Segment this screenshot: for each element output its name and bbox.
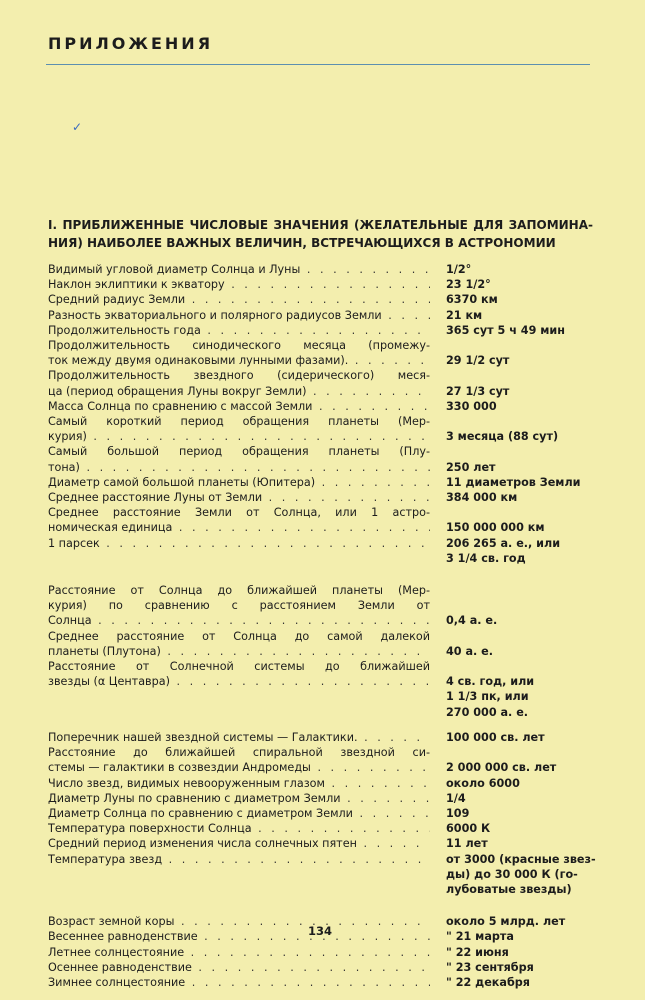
row-label-line: Диаметр самой большой планеты (Юпитера) . . . [48,475,430,490]
row-label [48,490,430,505]
table-row [48,399,598,414]
row-value [446,659,596,720]
table-row [48,776,598,791]
row-value-line: 150 000 000 км [446,521,545,535]
row-value-line: 206 265 а. е., или [446,536,561,550]
table-row [48,583,598,629]
row-value [446,490,596,505]
row-label-line: Зимнее солнцестояние . . . [48,975,430,990]
row-value [446,836,596,851]
row-label-line: Средний радиус Земли . . . [48,292,430,307]
table-row [48,414,598,444]
row-value-line: 250 лет [446,460,496,474]
row-label [48,308,430,323]
table-row [48,490,598,505]
row-label [48,475,430,490]
table-row [48,323,598,338]
row-value [446,536,596,566]
row-label-line: Самый большой период обращения планеты (Плу- [48,445,430,459]
row-value [446,505,596,535]
row-value-line [446,598,596,613]
row-label-line: курия) . . . [48,429,430,444]
row-gap [48,566,598,583]
row-value [446,745,596,775]
table-row [48,444,598,474]
row-value-line [446,505,596,520]
row-value-line: 23 1/2° [446,278,491,292]
row-label [48,914,430,929]
row-label-line: Расстояние до ближайшей спиральной звездной си- [48,746,430,760]
row-value [446,852,596,898]
row-label [48,945,430,960]
row-value-line: 4 св. год, или [446,675,535,689]
row-value-line: 6370 км [446,293,498,307]
row-value [446,806,596,821]
table-row [48,536,598,566]
table-row [48,292,598,307]
table-row [48,975,598,990]
row-label-line: Число звезд, видимых невооруженным глазом . . . [48,776,430,791]
row-value-line: 40 а. е. [446,644,493,658]
row-value-line: 365 сут 5 ч 49 мин [446,323,565,337]
values-table [48,262,598,990]
row-label-line: Продолжительность синодического месяца (промежу- [48,339,430,353]
row-label [48,730,430,745]
row-value [446,368,596,398]
row-label [48,659,430,689]
row-label [48,583,430,629]
row-value [446,308,596,323]
pen-mark: ✓ [72,120,83,134]
table-row [48,262,598,277]
row-value-line: " 23 сентября [446,960,534,974]
row-value [446,475,596,490]
row-value-line: 1 1/3 пк, или [446,690,529,704]
row-label-line: Наклон эклиптики к экватору . . . [48,277,430,292]
page-header: ПРИЛОЖЕНИЯ [48,34,214,53]
row-label-line: планеты (Плутона) . . . [48,644,430,659]
row-label-line: Летнее солнцестояние . . . [48,945,430,960]
section-title: I. ПРИБЛИЖЕННЫЕ ЧИСЛОВЫЕ ЗНАЧЕНИЯ (ЖЕЛАТЕЛЬНЫЕ ДЛЯ ЗАПОМИНА- НИЯ) НАИБОЛЕЕ ВАЖНЫХ ВЕЛИЧИН, ВСТРЕЧАЮЩИХСЯ В АСТРОНОМИИ [48,218,593,250]
row-value-line: около 6000 [446,776,520,790]
row-label [48,536,430,551]
row-value [446,776,596,791]
row-value [446,945,596,960]
table-row [48,852,598,898]
row-label-line: Масса Солнца по сравнению с массой Земли . . . [48,399,430,414]
row-label-line: Возраст земной коры . . . [48,914,430,929]
row-value [446,975,596,990]
row-label-line: Солнца . . . [48,613,430,628]
row-value-line: 11 диаметров Земли [446,475,581,489]
row-value-line: лубоватые звезды) [446,882,572,896]
row-value-line: 384 000 км [446,491,518,505]
row-label-line: Расстояние от Солнечной системы до ближайшей [48,660,430,674]
row-label [48,960,430,975]
row-value-line: 0,4 а. е. [446,614,498,628]
row-label-line: Видимый угловой диаметр Солнца и Луны . . . [48,262,430,277]
row-value-line [446,629,596,644]
table-row [48,960,598,975]
table-row [48,368,598,398]
row-label-line: Продолжительность звездного (сидерического) меся- [48,369,430,383]
row-value-line [446,368,596,383]
row-value-line: 6000 К [446,822,491,836]
row-label-line: стемы — галактики в созвездии Андромеды . . . [48,760,430,775]
row-label-line: Продолжительность года . . . [48,323,430,338]
row-label-line: Самый короткий период обращения планеты (Мер- [48,415,430,429]
row-value-line: от 3000 (красные звез- [446,852,596,866]
row-value-line: 100 000 св. лет [446,730,545,744]
row-value-line: 29 1/2 сут [446,354,510,368]
row-value-line [446,745,596,760]
row-label-line: Температура поверхности Солнца . . . [48,821,430,836]
row-value-line: 2 000 000 св. лет [446,761,557,775]
row-label [48,776,430,791]
row-label [48,629,430,659]
table-row [48,836,598,851]
row-label [48,745,430,775]
row-label-line: ца (период обращения Луны вокруг Земли) . . . [48,384,430,399]
row-label [48,323,430,338]
row-label [48,505,430,535]
table-row [48,659,598,720]
row-value-line [446,583,596,598]
row-label [48,338,430,368]
row-label-line: Осеннее равноденствие . . . [48,960,430,975]
page-number: 134 [308,924,333,938]
row-value-line: 330 000 [446,399,497,413]
row-value [446,338,596,368]
row-value-line: 1/2° [446,263,472,276]
row-label-line: Разность экваториального и полярного радиусов Земли . . . [48,308,430,323]
row-value-line [446,659,596,674]
table-row [48,806,598,821]
table-row [48,277,598,292]
row-gap [48,720,598,730]
row-value [446,262,596,277]
row-value [446,277,596,292]
row-value-line: 11 лет [446,837,488,851]
row-label-line: Температура звезд . . . [48,852,430,867]
row-label-line: Средний период изменения числа солнечных пятен . . . [48,836,430,851]
row-value [446,914,596,929]
row-label-line: Поперечник нашей звездной системы — Галактики. . . . [48,730,430,745]
header-rule [46,64,590,65]
row-label-line: тона) . . . [48,460,430,475]
row-value-line [446,444,596,459]
row-value [446,414,596,444]
row-value [446,821,596,836]
row-label [48,277,430,292]
table-row [48,308,598,323]
row-label-line: Среднее расстояние от Солнца до самой далекой [48,629,430,643]
table-row [48,791,598,806]
row-label-line: Диаметр Луны по сравнению с диаметром Земли . . . [48,791,430,806]
row-value-line: " 22 декабря [446,975,530,989]
table-row [48,338,598,368]
row-value [446,629,596,659]
table-row [48,745,598,775]
row-value-line: 1/4 [446,791,466,805]
table-row [48,730,598,745]
row-value [446,960,596,975]
row-value [446,323,596,338]
row-label-line: Среднее расстояние Луны от Земли . . . [48,490,430,505]
row-value [446,444,596,474]
row-value-line: 3 1/4 св. год [446,551,526,565]
row-value-line: 27 1/3 сут [446,384,510,398]
row-value [446,730,596,745]
row-value-line: ды) до 30 000 К (го- [446,867,578,881]
row-value [446,791,596,806]
row-label-line: Среднее расстояние Земли от Солнца, или 1 астро- [48,506,430,520]
row-label [48,836,430,851]
row-value [446,292,596,307]
row-label-line: Весеннее равноденствие . . . [48,929,430,944]
row-value-line: 21 км [446,308,483,322]
row-label-line: номическая единица . . . [48,520,430,535]
row-gap [48,897,598,914]
table-row [48,475,598,490]
table-row [48,505,598,535]
row-label [48,929,430,944]
row-label [48,444,430,474]
row-value-line: 109 [446,806,470,820]
row-value-line [446,338,596,353]
row-label-line: ток между двумя одинаковыми лунными фазами). . . . [48,353,430,368]
row-label [48,262,430,277]
row-label [48,975,430,990]
row-label [48,414,430,444]
row-value-line: 3 месяца (88 сут) [446,430,559,444]
row-label-line: Расстояние от Солнца до ближайшей планеты (Мер- [48,584,430,598]
row-label-line: Диаметр Солнца по сравнению с диаметром Земли . . . [48,806,430,821]
row-label [48,852,430,867]
row-label-line: 1 парсек . . . [48,536,430,551]
row-value-line [446,414,596,429]
row-label [48,292,430,307]
row-value-line: " 22 июня [446,945,509,959]
row-label-line: курия) по сравнению с расстоянием Земли от [48,599,430,613]
row-label [48,791,430,806]
row-value-line: " 21 марта [446,930,514,944]
row-label [48,399,430,414]
row-label [48,821,430,836]
row-label [48,368,430,398]
table-row [48,821,598,836]
row-label-line: звезды (α Центавра) . . . [48,674,430,689]
row-label [48,806,430,821]
table-row [48,629,598,659]
row-value [446,583,596,629]
row-value-line: 270 000 а. е. [446,705,529,719]
table-row [48,945,598,960]
row-value-line: около 5 млрд. лет [446,915,566,929]
row-value [446,929,596,944]
row-value [446,399,596,414]
